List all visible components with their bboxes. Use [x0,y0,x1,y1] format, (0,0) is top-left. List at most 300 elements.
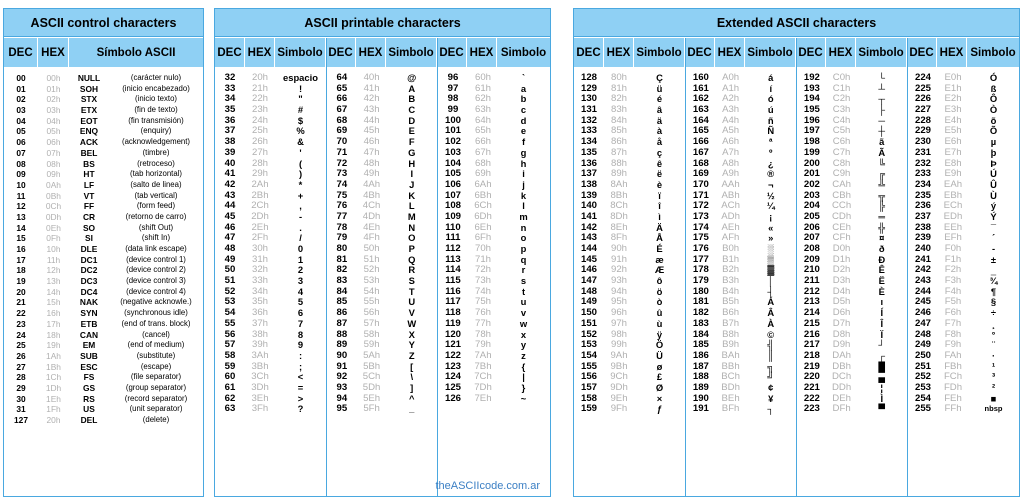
table-row [797,351,907,362]
symbol-glyph: g [520,146,527,158]
hex-value: 9Fh [610,403,628,415]
hex-value: 49h [363,168,380,180]
hex-value: ADh [721,210,740,222]
dec-value: 232 [914,157,931,169]
dec-value: 34 [224,93,236,105]
dec-value: 168 [692,157,709,169]
symbol-glyph: ú [767,104,774,116]
dec-value: 69 [336,125,348,137]
hex-value: 96h [610,307,627,319]
dec-value: 202 [803,178,820,190]
symbol-description: (fin de texto) [134,105,178,115]
hex-value: 39h [251,339,268,351]
hex-value: 60h [474,72,491,83]
symbol-glyph: þ [990,146,997,158]
hex-value: 13h [46,276,61,287]
hex-value: 09h [46,169,61,180]
dec-value: 251 [914,360,931,372]
hex-value: 59h [363,339,380,351]
table-row [4,126,203,137]
hex-value: 3Eh [251,392,269,404]
hex-value: DDh [832,381,852,393]
dec-value: 220 [803,371,820,383]
symbol-glyph: ¹ [991,360,996,372]
hex-value: C5h [832,125,851,137]
symbol-glyph: Í [880,307,884,319]
dec-value: 86 [336,307,348,319]
symbol-glyph: S [408,275,415,287]
hex-value: CFh [832,232,851,244]
hex-value: C6h [832,136,851,148]
dec-value: 102 [444,136,461,148]
dec-value: 248 [914,328,931,340]
hex-value: F8h [944,328,962,340]
hex-value: A6h [722,136,740,148]
hex-value: 03h [46,105,61,116]
dec-value: 157 [580,381,597,393]
hex-value: CEh [832,221,851,233]
hex-value: 67h [474,146,491,158]
symbol-name: DC4 [80,286,98,297]
symbol-glyph: K [408,189,416,201]
symbol-glyph: ┘ [878,339,886,351]
dec-value: 174 [692,221,709,233]
symbol-description: (end of medium) [127,340,185,350]
symbol-glyph: Ò [989,104,998,116]
hex-value: 40h [363,72,380,83]
hex-value: ACh [721,200,740,212]
symbol-name: BEL [80,147,98,158]
dec-value: 58 [224,349,236,361]
hex-value: CCh [832,200,852,212]
hex-value: 37h [251,317,268,329]
dec-value: 140 [580,200,597,212]
symbol-glyph: q [520,253,527,265]
hex-value: 2Fh [251,232,269,244]
symbol-description: (salto de linea) [130,179,182,189]
hex-value: 7Ah [474,349,492,361]
dec-value: 177 [692,253,709,265]
symbol-name: DC3 [80,276,98,287]
dec-value: 183 [692,317,709,329]
hex-value: 4Fh [363,232,380,244]
printable-header-hex-1: HEX [245,38,275,67]
table-row [327,180,437,191]
symbol-glyph: × [656,392,663,404]
hex-value: D5h [832,296,851,308]
table-row [686,404,796,415]
hex-value: FDh [943,381,963,393]
symbol-glyph: ╣ [767,339,775,351]
hex-value: F0h [944,243,962,254]
symbol-glyph: ä [656,114,663,126]
hex-value: 9Ch [610,371,628,383]
symbol-glyph: } [521,381,526,393]
symbol-glyph: X [408,328,415,340]
hex-value: AFh [721,232,740,244]
table-row [4,287,203,298]
hex-value: D1h [832,253,851,265]
symbol-glyph: ù [656,317,663,329]
symbol-glyph: Þ [990,157,997,169]
hex-value: DBh [832,360,851,372]
hex-value: CAh [832,178,851,190]
dec-value: 10 [16,179,26,190]
hex-value: BEh [721,392,740,404]
hex-value: 8Dh [610,210,628,222]
hex-value: E1h [944,82,962,94]
symbol-glyph: Ú [990,168,997,180]
dec-value: 156 [580,371,597,383]
dec-value: 83 [336,275,348,287]
dec-value: 120 [444,328,461,340]
dec-value: 214 [803,307,820,319]
hex-value: 0Bh [46,190,61,201]
hex-value: DEh [832,392,851,404]
hex-value: 20h [251,72,268,83]
dec-value: 112 [445,243,461,254]
symbol-glyph: B [408,93,416,105]
hex-value: 53h [363,275,380,287]
dec-value: 254 [914,392,931,404]
table-row [215,351,326,362]
hex-value: 5Bh [363,360,381,372]
hex-value: 08h [46,158,61,169]
hex-value: 71h [474,253,491,265]
symbol-glyph: ┐ [767,403,775,415]
symbol-glyph: Õ [989,125,998,137]
symbol-glyph: ; [298,360,303,372]
symbol-glyph: Ö [655,339,664,351]
hex-value: 47h [363,146,380,158]
hex-value: 14h [46,286,61,297]
hex-value: AEh [721,221,740,233]
dec-value: 239 [914,232,931,244]
table-row [574,180,685,191]
dec-value: 197 [803,125,820,137]
hex-value: 00h [46,73,61,83]
dec-value: 221 [803,381,820,393]
symbol-glyph: @ [407,72,417,83]
control-header-dec: DEC [4,38,38,67]
hex-value: 02h [46,94,61,105]
dec-value: 95 [336,403,348,415]
symbol-name: LF [83,179,95,190]
dec-value: 59 [224,360,236,372]
hex-value: 1Ch [45,372,62,383]
hex-value: 1Eh [46,393,61,404]
symbol-description: (negative acknowle.) [120,297,192,307]
table-row [797,319,907,330]
symbol-glyph: Ó [989,72,998,83]
dec-value: 04 [16,115,26,126]
table-row [438,180,550,191]
dec-value: 64 [336,72,348,83]
symbol-glyph: { [521,360,526,372]
symbol-name: NULL [77,73,101,83]
symbol-glyph: . [299,221,302,233]
dec-value: 243 [914,275,931,287]
symbol-glyph: z [521,349,526,361]
symbol-glyph: O [408,232,416,244]
hex-value: 8Bh [610,189,628,201]
symbol-glyph: õ [990,114,997,126]
dec-value: 136 [580,157,597,169]
dec-value: 113 [445,253,461,265]
symbol-glyph: - [298,210,303,222]
dec-value: 162 [692,93,709,105]
symbol-glyph: T [408,285,415,297]
symbol-glyph: h [520,157,527,169]
hex-value: 41h [363,82,380,94]
dec-value: 114 [445,264,461,276]
extended-header-hex-2: HEX [715,38,745,67]
dec-value: 46 [224,221,236,233]
symbol-glyph: à [656,125,663,137]
dec-value: 24 [16,329,26,340]
dec-value: 82 [336,264,348,276]
hex-value: A8h [722,157,740,169]
symbol-description: (cancel) [142,329,170,339]
control-header-row [4,38,203,67]
table-row [4,372,203,383]
table-row [4,180,203,191]
dec-value: 101 [444,125,461,137]
hex-value: 24h [251,114,268,126]
dec-value: 135 [580,146,597,158]
dec-value: 67 [336,104,348,116]
symbol-glyph: " [298,93,303,105]
symbol-glyph: L [408,200,415,212]
dec-value: 15 [16,233,26,244]
dec-value: 33 [224,82,236,94]
symbol-glyph: Q [408,253,416,265]
symbol-name: NAK [79,297,99,308]
symbol-glyph: E [408,125,415,137]
dec-value: 250 [914,349,931,361]
symbol-glyph: £ [656,371,663,383]
dec-value: 93 [336,381,348,393]
dec-value: 49 [224,253,236,265]
symbol-glyph: ▄ [878,371,886,383]
dec-value: 129 [580,82,597,94]
symbol-glyph: ^ [409,392,415,404]
table-row [574,404,685,415]
site-credit-link[interactable]: theASCIIcode.com.ar [435,480,540,492]
symbol-glyph: ì [658,210,661,222]
dec-value: 205 [803,210,820,222]
symbol-glyph: _ [409,403,415,415]
symbol-glyph: é [656,93,663,105]
symbol-glyph: ¾ [989,275,998,287]
symbol-glyph: a [520,82,527,94]
dec-value: 39 [224,146,236,158]
dec-value: 143 [580,232,597,244]
table-row [686,148,796,159]
table-row [4,383,203,394]
hex-value: 34h [251,285,268,297]
hex-value: 48h [363,157,380,169]
hex-value: 4Dh [362,210,381,222]
hex-value: 44h [363,114,380,126]
dec-value: 108 [444,200,461,212]
symbol-glyph: V [408,307,415,319]
symbol-description: (escape) [140,361,172,371]
symbol-glyph: ║ [767,349,775,361]
hex-value: AAh [721,178,740,190]
hex-value: 36h [251,307,268,319]
symbol-glyph: ² [991,381,996,393]
symbol-name: BS [83,158,95,169]
dec-value: 134 [580,136,597,148]
hex-value: B8h [722,328,740,340]
dec-value: 159 [580,403,597,415]
dec-value: 104 [444,157,461,169]
symbol-description: (unit separator) [129,404,183,414]
dec-value: 137 [580,168,597,180]
dec-value: 185 [692,339,709,351]
symbol-description: (enquiry) [140,126,172,136]
dec-value: 118 [445,307,461,319]
symbol-name: ETB [80,318,98,329]
dec-value: 01 [16,83,26,94]
hex-value: 30h [251,243,268,254]
hex-value: 6Ah [474,178,492,190]
dec-value: 56 [224,328,236,340]
dec-value: 00 [16,73,26,83]
symbol-description: (tab vertical) [134,190,178,200]
hex-value: 65h [474,125,491,137]
symbol-glyph: Â [767,307,775,319]
symbol-glyph: s [520,275,527,287]
table-row [686,351,796,362]
table-row [797,180,907,191]
symbol-glyph: ö [656,285,663,297]
dec-value: 07 [16,147,26,158]
dec-value: 173 [692,210,709,222]
symbol-description: (delete) [142,415,170,424]
dec-value: 241 [914,253,931,265]
symbol-glyph: W [407,317,417,329]
hex-value: 77h [474,317,491,329]
hex-value: B9h [722,339,740,351]
symbol-glyph: ô [656,275,663,287]
hex-value: 92h [610,264,627,276]
symbol-glyph: w [519,317,528,329]
table-row [4,319,203,330]
table-row [908,351,1019,362]
symbol-glyph: Z [408,349,415,361]
symbol-glyph: ½ [766,189,775,201]
symbol-name: FS [83,372,95,383]
dec-value: 98 [447,93,459,105]
hex-value: C7h [832,146,851,158]
symbol-name: SI [85,233,93,244]
symbol-glyph: ┴ [878,82,886,94]
hex-value: 57h [363,317,380,329]
dec-value: 81 [336,253,348,265]
dec-value: 117 [445,296,461,308]
dec-value: 61 [224,381,236,393]
dec-value: 14 [16,222,26,233]
dec-value: 169 [692,168,709,180]
hex-value: CDh [832,210,852,222]
symbol-glyph: P [408,243,415,254]
hex-value: 15h [46,297,61,308]
symbol-name: SO [82,222,96,233]
symbol-glyph: ´ [991,232,996,244]
printable-header-hex-3: HEX [467,38,497,67]
dec-value: 47 [224,232,236,244]
hex-value: 90h [610,243,627,254]
table-row [4,276,203,287]
symbol-glyph: ! [298,82,303,94]
hex-value: E9h [944,168,962,180]
symbol-glyph: ═ [878,210,886,222]
table-row [4,223,203,234]
symbol-name: EM [82,340,96,351]
symbol-description: (device control 2) [126,265,186,275]
hex-value: 1Fh [46,404,61,415]
hex-value: 89h [610,168,627,180]
hex-value: 88h [610,157,627,169]
hex-value: E6h [944,136,962,148]
symbol-glyph: Ë [878,275,885,287]
symbol-glyph: ) [298,168,303,180]
dec-value: 196 [803,114,820,126]
dec-value: 155 [580,360,597,372]
hex-value: 6Fh [474,232,492,244]
symbol-description: (device control 3) [126,276,186,286]
hex-value: 7Eh [474,392,492,404]
dec-value: 238 [914,221,931,233]
dec-value: 68 [336,114,348,126]
dec-value: 142 [580,221,597,233]
hex-value: 62h [474,93,491,105]
symbol-glyph: 5 [297,296,304,308]
dec-value: 176 [692,243,709,254]
dec-value: 41 [224,168,236,180]
dec-value: 19 [16,276,26,287]
dec-value: 42 [224,178,236,190]
dec-value: 203 [803,189,820,201]
symbol-description: (device control 4) [126,286,186,296]
symbol-glyph: , [299,200,302,212]
dec-value: 38 [224,136,236,148]
symbol-name: FF [83,201,95,212]
symbol-glyph: < [297,371,304,383]
hex-value: B4h [722,285,740,297]
dec-value: 103 [444,146,461,158]
dec-value: 53 [224,296,236,308]
hex-value: 25h [251,125,268,137]
dec-value: 25 [16,340,26,351]
dec-value: 148 [580,285,597,297]
dec-value: 91 [336,360,348,372]
control-characters-title: ASCII control characters [4,9,203,37]
symbol-glyph: ▓ [767,264,775,276]
hex-value: BDh [721,381,740,393]
hex-value: E4h [944,114,962,126]
extended-column-1 [574,73,685,415]
dec-value: 233 [914,168,931,180]
dec-value: 242 [914,264,931,276]
table-row [4,340,203,351]
table-row [4,94,203,105]
dec-value: 217 [803,339,820,351]
dec-value: 230 [914,136,931,148]
hex-value: 06h [46,137,61,148]
